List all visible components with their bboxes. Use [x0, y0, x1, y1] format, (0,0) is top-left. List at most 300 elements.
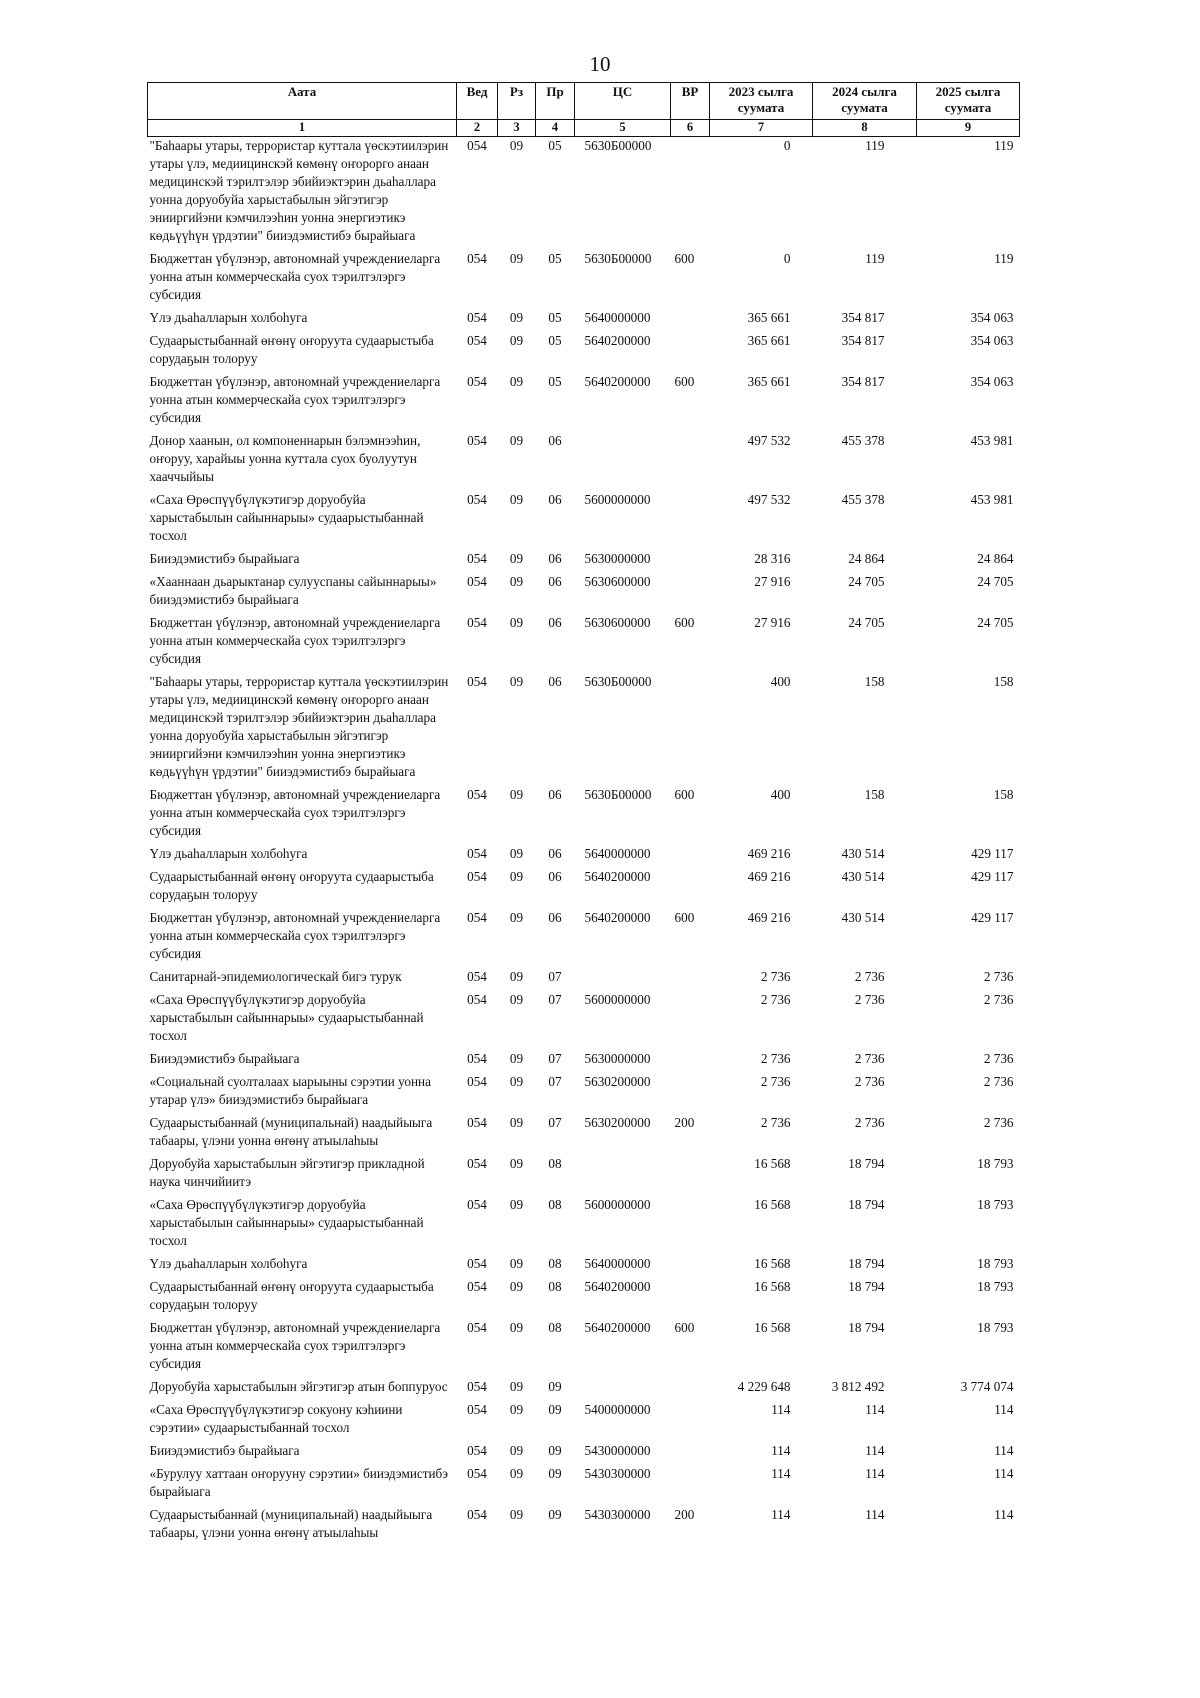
- row-pr-cell: 08: [548, 1197, 562, 1212]
- row-amount-2023-cell: 2 736: [760, 992, 791, 1007]
- table-row: [148, 550, 1020, 573]
- row-rz-cell: 09: [509, 251, 524, 266]
- row-vr-cell: [671, 432, 710, 491]
- row-vr-cell: 600: [674, 910, 695, 925]
- row-amount-2023-cell: 400: [770, 674, 791, 689]
- table-row: [148, 1050, 1020, 1073]
- row-amount-2025-cell: 18 793: [977, 1320, 1014, 1335]
- table-body: [148, 137, 1020, 1548]
- row-vr-cell: [671, 845, 710, 868]
- row-amount-2024-cell: 2 736: [854, 969, 885, 984]
- row-name-cell: Судаарыстыбаннай өҥөнү оҥоруута судаарыстыба сорудаҕын толоруу: [149, 333, 434, 366]
- row-rz-cell: 09: [509, 869, 524, 884]
- row-amount-2025-cell: 453 981: [970, 492, 1014, 507]
- row-pr-cell: 08: [548, 1320, 562, 1335]
- row-rz-cell: 09: [509, 333, 524, 348]
- row-amount-2024-cell: 354 817: [841, 333, 885, 348]
- row-name-cell: Үлэ дьаһалларын холбоһуга: [149, 1256, 308, 1271]
- column-number: 5: [575, 120, 671, 137]
- row-vr-cell: [671, 491, 710, 550]
- table-row: [148, 991, 1020, 1050]
- row-amount-2025-cell: 114: [994, 1507, 1014, 1522]
- row-name-cell: «Саха Өрөспүүбүлүкэтигэр доруобуйа харыстабылын сайыннарыы» судаарыстыбаннай тосхол: [149, 492, 424, 543]
- row-amount-2024-cell: 354 817: [841, 310, 885, 325]
- column-number: 2: [457, 120, 498, 137]
- column-header-cs: ЦС: [575, 83, 671, 120]
- row-cs-cell: 5630Б00000: [584, 138, 652, 153]
- row-rz-cell: 09: [509, 1256, 524, 1271]
- row-amount-2023-cell: 27 916: [754, 574, 791, 589]
- row-vr-cell: [671, 991, 710, 1050]
- column-number: 7: [710, 120, 813, 137]
- row-amount-2023-cell: 4 229 648: [737, 1379, 791, 1394]
- row-amount-2023-cell: 16 568: [754, 1197, 791, 1212]
- column-number: 9: [917, 120, 1020, 137]
- row-vr-cell: 600: [674, 787, 695, 802]
- row-name-cell: Бюджеттан үбүлэнэр, автономнай учреждениеларга уонна атын коммерческайа суох тэрилтэлэргэ субсидия: [149, 1320, 441, 1371]
- row-cs-cell: [575, 1378, 671, 1401]
- row-rz-cell: 09: [509, 1074, 524, 1089]
- table-row: [148, 1255, 1020, 1278]
- row-vr-cell: [671, 868, 710, 909]
- column-number: 3: [498, 120, 536, 137]
- column-number-row: [148, 120, 1020, 137]
- row-name-cell: Судаарыстыбаннай (муниципальнай) наадыйыыга табаары, үлэни уонна өҥөнү атыылаһыы: [149, 1507, 433, 1540]
- row-rz-cell: 09: [509, 674, 524, 689]
- row-amount-2024-cell: 455 378: [841, 492, 885, 507]
- row-rz-cell: 09: [509, 1320, 524, 1335]
- row-ved-cell: 054: [467, 1197, 487, 1212]
- row-ved-cell: 054: [467, 374, 487, 389]
- row-rz-cell: 09: [509, 1156, 524, 1171]
- row-amount-2025-cell: 429 117: [971, 846, 1014, 861]
- row-rz-cell: 09: [509, 910, 524, 925]
- row-amount-2024-cell: 18 794: [848, 1279, 885, 1294]
- row-ved-cell: 054: [467, 1156, 487, 1171]
- page-number: 10: [589, 52, 611, 76]
- table-row: [148, 1155, 1020, 1196]
- row-name-cell: Бииэдэмистибэ бырайыага: [149, 551, 300, 566]
- row-name-cell: Бюджеттан үбүлэнэр, автономнай учреждениеларга уонна атын коммерческайа суох тэрилтэлэргэ субсидия: [149, 910, 441, 961]
- table-row: [148, 786, 1020, 845]
- row-ved-cell: 054: [467, 674, 487, 689]
- table-row: [148, 1465, 1020, 1506]
- row-rz-cell: 09: [509, 551, 524, 566]
- row-pr-cell: 05: [548, 333, 562, 348]
- row-name-cell: Донор хаанын, ол компоненнарын бэлэмнээһин, оҥоруу, харайыы уонна куттала суох буолуутун хааччыйыы: [149, 433, 421, 484]
- row-amount-2025-cell: 119: [994, 251, 1014, 266]
- row-ved-cell: 054: [467, 910, 487, 925]
- column-header-vr: ВР: [671, 83, 710, 120]
- row-amount-2023-cell: 400: [770, 787, 791, 802]
- row-ved-cell: 054: [467, 492, 487, 507]
- row-amount-2024-cell: 24 705: [848, 574, 885, 589]
- row-vr-cell: [671, 968, 710, 991]
- row-cs-cell: 5630000000: [584, 551, 651, 566]
- row-cs-cell: 5630600000: [584, 615, 651, 630]
- row-name-cell: Доруобуйа харыстабылын эйгэтигэр атын боппуруос: [149, 1379, 448, 1394]
- table-row: [148, 1442, 1020, 1465]
- table-row: [148, 1378, 1020, 1401]
- row-amount-2023-cell: 2 736: [760, 1074, 791, 1089]
- table-row: [148, 673, 1020, 786]
- row-cs-cell: 5630200000: [584, 1115, 651, 1130]
- row-pr-cell: 06: [548, 433, 562, 448]
- table-row: [148, 309, 1020, 332]
- row-vr-cell: [671, 332, 710, 373]
- row-amount-2024-cell: 119: [865, 251, 885, 266]
- row-amount-2023-cell: 2 736: [760, 1051, 791, 1066]
- row-ved-cell: 054: [467, 1256, 487, 1271]
- row-amount-2023-cell: 0: [783, 138, 791, 153]
- row-rz-cell: 09: [509, 138, 524, 153]
- row-amount-2023-cell: 469 216: [747, 910, 791, 925]
- row-cs-cell: [575, 432, 671, 491]
- row-ved-cell: 054: [467, 551, 487, 566]
- row-ved-cell: 054: [467, 846, 487, 861]
- row-ved-cell: 054: [467, 333, 487, 348]
- row-cs-cell: 5430300000: [584, 1507, 651, 1522]
- column-header-2024: 2024 сылга суумата: [813, 83, 917, 120]
- row-vr-cell: [671, 1278, 710, 1319]
- row-amount-2024-cell: 18 794: [848, 1320, 885, 1335]
- row-amount-2025-cell: 354 063: [970, 310, 1014, 325]
- row-amount-2025-cell: 2 736: [983, 1115, 1014, 1130]
- table-row: [148, 868, 1020, 909]
- column-header-name: Аата: [148, 83, 457, 120]
- row-rz-cell: 09: [509, 1466, 524, 1481]
- row-name-cell: «Хааннаан дьарыктанар сулууспаны сайыннарыы» бииэдэмистибэ бырайыага: [149, 574, 437, 607]
- row-amount-2025-cell: 18 793: [977, 1256, 1014, 1271]
- row-amount-2025-cell: 158: [993, 787, 1014, 802]
- table-row: [148, 1506, 1020, 1547]
- row-cs-cell: 5630000000: [584, 1051, 651, 1066]
- row-pr-cell: 09: [548, 1379, 562, 1394]
- row-amount-2023-cell: 114: [771, 1402, 791, 1417]
- row-cs-cell: 5630600000: [584, 574, 651, 589]
- row-ved-cell: 054: [467, 310, 487, 325]
- row-cs-cell: 5640200000: [584, 1279, 651, 1294]
- row-cs-cell: 5430000000: [584, 1443, 651, 1458]
- row-name-cell: Судаарыстыбаннай өҥөнү оҥоруута судаарыстыба сорудаҕын толоруу: [149, 869, 434, 902]
- row-amount-2023-cell: 0: [783, 251, 791, 266]
- row-amount-2025-cell: 18 793: [977, 1197, 1014, 1212]
- row-rz-cell: 09: [509, 374, 524, 389]
- table-row: [148, 968, 1020, 991]
- row-vr-cell: [671, 573, 710, 614]
- row-cs-cell: 5640000000: [584, 1256, 651, 1271]
- row-amount-2025-cell: 114: [994, 1402, 1014, 1417]
- column-header-2025: 2025 сылга суумата: [917, 83, 1020, 120]
- row-pr-cell: 07: [548, 1051, 562, 1066]
- row-pr-cell: 05: [548, 374, 562, 389]
- row-amount-2025-cell: 354 063: [970, 374, 1014, 389]
- row-amount-2025-cell: 2 736: [983, 1074, 1014, 1089]
- row-amount-2025-cell: 119: [994, 138, 1014, 153]
- table-row: [148, 137, 1020, 251]
- row-ved-cell: 054: [467, 433, 487, 448]
- row-rz-cell: 09: [509, 615, 524, 630]
- row-cs-cell: 5640200000: [584, 333, 651, 348]
- row-amount-2023-cell: 16 568: [754, 1256, 791, 1271]
- row-ved-cell: 054: [467, 787, 487, 802]
- row-vr-cell: [671, 309, 710, 332]
- row-cs-cell: 5640200000: [584, 869, 651, 884]
- row-name-cell: Судаарыстыбаннай өҥөнү оҥоруута судаарыстыба сорудаҕын толоруу: [149, 1279, 434, 1312]
- row-amount-2024-cell: 430 514: [841, 910, 885, 925]
- row-amount-2025-cell: 429 117: [971, 910, 1014, 925]
- table-row: [148, 573, 1020, 614]
- row-amount-2025-cell: 18 793: [977, 1156, 1014, 1171]
- row-rz-cell: 09: [509, 1443, 524, 1458]
- column-header-rz: Рз: [498, 83, 536, 120]
- row-cs-cell: 5600000000: [584, 992, 651, 1007]
- row-pr-cell: 06: [548, 492, 562, 507]
- row-rz-cell: 09: [509, 574, 524, 589]
- row-pr-cell: 07: [548, 1074, 562, 1089]
- row-amount-2023-cell: 365 661: [747, 374, 791, 389]
- row-amount-2024-cell: 114: [865, 1466, 885, 1481]
- row-name-cell: Бюджеттан үбүлэнэр, автономнай учреждениеларга уонна атын коммерческайа суох тэрилтэлэргэ субсидия: [149, 787, 441, 838]
- row-pr-cell: 08: [548, 1279, 562, 1294]
- row-name-cell: Доруобуйа харыстабылын эйгэтигэр прикладной наука чинчийиитэ: [149, 1156, 425, 1189]
- row-pr-cell: 05: [548, 251, 562, 266]
- row-amount-2023-cell: 497 532: [747, 433, 791, 448]
- row-cs-cell: 5630Б00000: [584, 251, 652, 266]
- row-amount-2024-cell: 24 864: [848, 551, 885, 566]
- row-name-cell: «Социальнай суолталаах ыарыыны сэрэтии уонна утарар үлэ» бииэдэмистибэ бырайыага: [149, 1074, 431, 1107]
- row-name-cell: Судаарыстыбаннай (муниципальнай) наадыйыыга табаары, үлэни уонна өҥөнү атыылаһыы: [149, 1115, 433, 1148]
- row-cs-cell: 5630Б00000: [584, 674, 652, 689]
- column-number: 4: [536, 120, 575, 137]
- row-cs-cell: 5430300000: [584, 1466, 651, 1481]
- row-rz-cell: 09: [509, 433, 524, 448]
- row-cs-cell: 5640000000: [584, 846, 651, 861]
- row-vr-cell: [671, 1465, 710, 1506]
- table-row: [148, 1401, 1020, 1442]
- row-name-cell: Бюджеттан үбүлэнэр, автономнай учреждениеларга уонна атын коммерческайа суох тэрилтэлэргэ субсидия: [149, 251, 441, 302]
- row-rz-cell: 09: [509, 1051, 524, 1066]
- row-rz-cell: 09: [509, 1279, 524, 1294]
- table-row: [148, 1319, 1020, 1378]
- row-ved-cell: 054: [467, 969, 487, 984]
- row-amount-2024-cell: 114: [865, 1443, 885, 1458]
- row-amount-2025-cell: 18 793: [977, 1279, 1014, 1294]
- table-row: [148, 1073, 1020, 1114]
- row-pr-cell: 07: [548, 1115, 562, 1130]
- row-pr-cell: 06: [548, 574, 562, 589]
- row-amount-2024-cell: 2 736: [854, 1115, 885, 1130]
- row-pr-cell: 09: [548, 1402, 562, 1417]
- row-vr-cell: [671, 1401, 710, 1442]
- row-vr-cell: [671, 1255, 710, 1278]
- row-amount-2023-cell: 2 736: [760, 1115, 791, 1130]
- row-vr-cell: [671, 1442, 710, 1465]
- row-vr-cell: [671, 1155, 710, 1196]
- row-name-cell: Бииэдэмистибэ бырайыага: [149, 1051, 300, 1066]
- row-ved-cell: 054: [467, 1051, 487, 1066]
- table-header-row: [148, 83, 1020, 120]
- row-amount-2024-cell: 158: [864, 787, 885, 802]
- row-pr-cell: 06: [548, 869, 562, 884]
- row-pr-cell: 07: [548, 992, 562, 1007]
- row-rz-cell: 09: [509, 846, 524, 861]
- row-name-cell: «Бурулуу хаттаан оҥорууну сэрэтии» бииэдэмистибэ бырайыага: [149, 1466, 448, 1499]
- row-pr-cell: 09: [548, 1507, 562, 1522]
- row-amount-2025-cell: 2 736: [983, 969, 1014, 984]
- row-name-cell: «Саха Өрөспүүбүлүкэтигэр доруобуйа харыстабылын сайыннарыы» судаарыстыбаннай тосхол: [149, 992, 424, 1043]
- row-name-cell: «Саха Өрөспүүбүлүкэтигэр сокуону кэһиини сэрэтии» судаарыстыбаннай тосхол: [149, 1402, 403, 1435]
- row-ved-cell: 054: [467, 574, 487, 589]
- table-row: [148, 1196, 1020, 1255]
- column-header-ved: Вед: [457, 83, 498, 120]
- row-vr-cell: [671, 1378, 710, 1401]
- row-pr-cell: 09: [548, 1466, 562, 1481]
- row-amount-2025-cell: 114: [994, 1466, 1014, 1481]
- row-amount-2024-cell: 354 817: [841, 374, 885, 389]
- row-amount-2024-cell: 18 794: [848, 1197, 885, 1212]
- row-amount-2024-cell: 18 794: [848, 1256, 885, 1271]
- row-amount-2025-cell: 114: [994, 1443, 1014, 1458]
- row-amount-2024-cell: 114: [865, 1507, 885, 1522]
- table-row: [148, 250, 1020, 309]
- row-cs-cell: 5640200000: [584, 374, 651, 389]
- table-row: [148, 491, 1020, 550]
- row-amount-2023-cell: 27 916: [754, 615, 791, 630]
- row-amount-2025-cell: 2 736: [983, 1051, 1014, 1066]
- row-cs-cell: 5400000000: [584, 1402, 651, 1417]
- row-amount-2024-cell: 3 812 492: [831, 1379, 885, 1394]
- row-amount-2024-cell: 2 736: [854, 1051, 885, 1066]
- row-rz-cell: 09: [509, 969, 524, 984]
- row-rz-cell: 09: [509, 1402, 524, 1417]
- row-rz-cell: 09: [509, 1115, 524, 1130]
- row-amount-2024-cell: 430 514: [841, 846, 885, 861]
- row-amount-2023-cell: 114: [771, 1507, 791, 1522]
- column-header-2023: 2023 сылга суумата: [710, 83, 813, 120]
- row-ved-cell: 054: [467, 1279, 487, 1294]
- row-vr-cell: 600: [674, 374, 695, 389]
- row-cs-cell: [575, 1155, 671, 1196]
- row-amount-2024-cell: 114: [865, 1402, 885, 1417]
- row-ved-cell: 054: [467, 1507, 487, 1522]
- column-number: 6: [671, 120, 710, 137]
- row-ved-cell: 054: [467, 1402, 487, 1417]
- row-amount-2024-cell: 455 378: [841, 433, 885, 448]
- row-amount-2024-cell: 2 736: [854, 992, 885, 1007]
- row-vr-cell: [671, 1196, 710, 1255]
- table-row: [148, 614, 1020, 673]
- row-amount-2023-cell: 28 316: [754, 551, 791, 566]
- row-vr-cell: 200: [674, 1115, 695, 1130]
- row-vr-cell: [671, 673, 710, 786]
- row-name-cell: "Баһаары утары, террористар куттала үөскэтиилэрин утары үлэ, медиицинскэй көмөнү оҥорорго анаан медицинскэй тэрилтэлэр эбийиэктэрин дьаһаллара уонна доруобуйа харыстабылын эйгэтигэр энииргийэни кэмчилээһин уонна энергиэтикэ көдьүүһүн үрдэтии" бииэдэмистибэ бырайыага: [149, 674, 449, 779]
- row-amount-2023-cell: 365 661: [747, 333, 791, 348]
- row-pr-cell: 06: [548, 674, 562, 689]
- row-ved-cell: 054: [467, 1320, 487, 1335]
- row-amount-2023-cell: 365 661: [747, 310, 791, 325]
- row-pr-cell: 08: [548, 1156, 562, 1171]
- row-ved-cell: 054: [467, 615, 487, 630]
- row-amount-2024-cell: 430 514: [841, 869, 885, 884]
- row-amount-2023-cell: 469 216: [747, 846, 791, 861]
- row-amount-2025-cell: 3 774 074: [960, 1379, 1014, 1394]
- row-rz-cell: 09: [509, 992, 524, 1007]
- table-row: [148, 909, 1020, 968]
- column-header-pr: Пр: [536, 83, 575, 120]
- row-amount-2023-cell: 16 568: [754, 1279, 791, 1294]
- row-name-cell: «Саха Өрөспүүбүлүкэтигэр доруобуйа харыстабылын сайыннарыы» судаарыстыбаннай тосхол: [149, 1197, 424, 1248]
- row-cs-cell: 5630Б00000: [584, 787, 652, 802]
- row-amount-2024-cell: 2 736: [854, 1074, 885, 1089]
- row-amount-2025-cell: 429 117: [971, 869, 1014, 884]
- row-pr-cell: 05: [548, 138, 562, 153]
- row-amount-2023-cell: 16 568: [754, 1320, 791, 1335]
- row-rz-cell: 09: [509, 310, 524, 325]
- row-amount-2025-cell: 158: [993, 674, 1014, 689]
- row-amount-2025-cell: 24 705: [977, 615, 1014, 630]
- row-amount-2023-cell: 16 568: [754, 1156, 791, 1171]
- row-pr-cell: 08: [548, 1256, 562, 1271]
- budget-table: [147, 82, 1020, 1547]
- table-row: [148, 432, 1020, 491]
- row-amount-2025-cell: 24 864: [977, 551, 1014, 566]
- row-name-cell: Бюджеттан үбүлэнэр, автономнай учреждениеларга уонна атын коммерческайа суох тэрилтэлэргэ субсидия: [149, 374, 441, 425]
- row-cs-cell: [575, 968, 671, 991]
- row-vr-cell: 600: [674, 615, 695, 630]
- row-amount-2024-cell: 18 794: [848, 1156, 885, 1171]
- row-ved-cell: 054: [467, 1115, 487, 1130]
- row-rz-cell: 09: [509, 787, 524, 802]
- row-ved-cell: 054: [467, 1466, 487, 1481]
- row-amount-2025-cell: 24 705: [977, 574, 1014, 589]
- row-name-cell: Бииэдэмистибэ бырайыага: [149, 1443, 300, 1458]
- table-row: [148, 373, 1020, 432]
- row-pr-cell: 06: [548, 846, 562, 861]
- table-row: [148, 845, 1020, 868]
- row-ved-cell: 054: [467, 138, 487, 153]
- row-amount-2023-cell: 114: [771, 1466, 791, 1481]
- table-row: [148, 332, 1020, 373]
- row-pr-cell: 06: [548, 551, 562, 566]
- row-ved-cell: 054: [467, 1443, 487, 1458]
- row-vr-cell: 200: [674, 1507, 695, 1522]
- row-name-cell: Үлэ дьаһалларын холбоһуга: [149, 310, 308, 325]
- row-cs-cell: 5640200000: [584, 1320, 651, 1335]
- column-number: 8: [813, 120, 917, 137]
- row-ved-cell: 054: [467, 869, 487, 884]
- row-rz-cell: 09: [509, 1507, 524, 1522]
- row-vr-cell: 600: [674, 1320, 695, 1335]
- row-ved-cell: 054: [467, 1074, 487, 1089]
- row-cs-cell: 5600000000: [584, 1197, 651, 1212]
- row-name-cell: Үлэ дьаһалларын холбоһуга: [149, 846, 308, 861]
- row-name-cell: Бюджеттан үбүлэнэр, автономнай учреждениеларга уонна атын коммерческайа суох тэрилтэлэргэ субсидия: [149, 615, 441, 666]
- row-pr-cell: 09: [548, 1443, 562, 1458]
- row-vr-cell: [671, 1050, 710, 1073]
- row-cs-cell: 5640000000: [584, 310, 651, 325]
- row-vr-cell: [671, 1073, 710, 1114]
- row-amount-2024-cell: 158: [864, 674, 885, 689]
- row-name-cell: Санитарнай-эпидемиологическай бигэ турук: [149, 969, 402, 984]
- row-amount-2024-cell: 24 705: [848, 615, 885, 630]
- row-amount-2023-cell: 469 216: [747, 869, 791, 884]
- row-amount-2023-cell: 114: [771, 1443, 791, 1458]
- row-ved-cell: 054: [467, 992, 487, 1007]
- row-pr-cell: 07: [548, 969, 562, 984]
- row-pr-cell: 05: [548, 310, 562, 325]
- row-vr-cell: [671, 550, 710, 573]
